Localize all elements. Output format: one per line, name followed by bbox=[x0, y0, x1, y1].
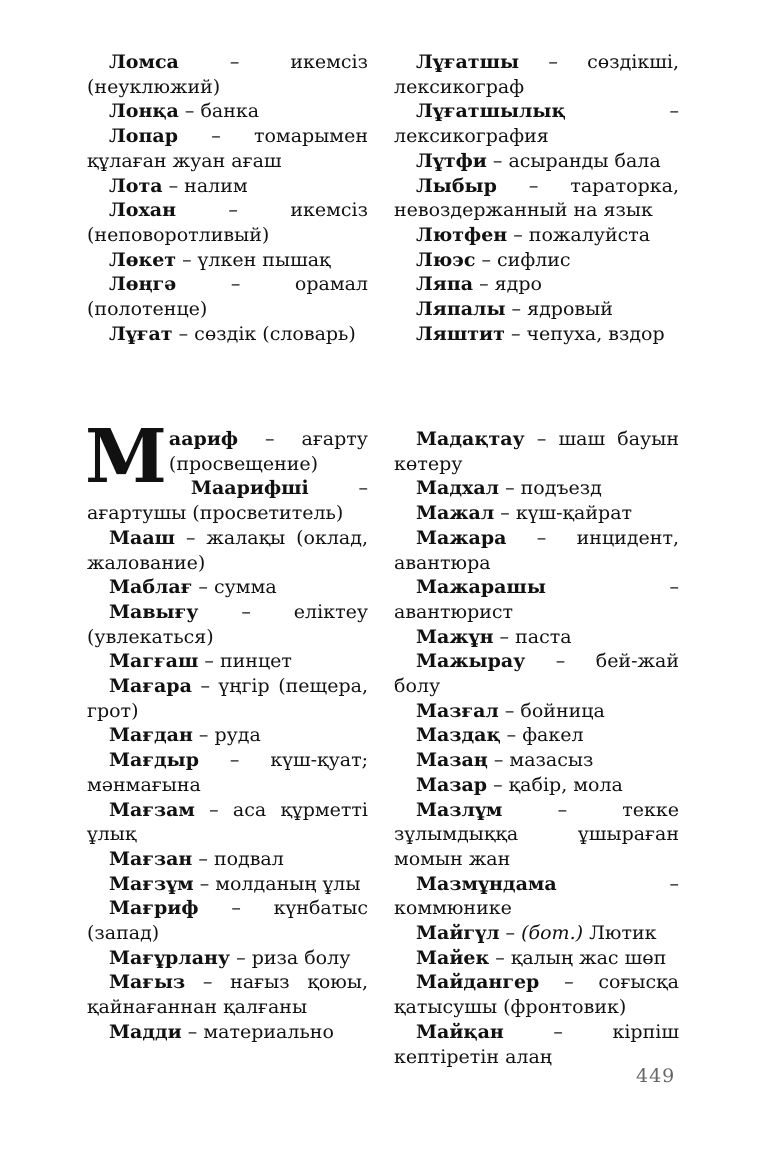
dictionary-entry: Мавығу – еліктеу (увлекаться) bbox=[87, 600, 368, 648]
dictionary-entry: Лұғат – сөздік (словарь) bbox=[109, 322, 356, 345]
headword: Майек bbox=[416, 946, 490, 969]
definition: күнбатыс (запад) bbox=[87, 897, 368, 945]
definition: молданың ұлы bbox=[215, 872, 361, 895]
usage-note: (бот.) bbox=[521, 922, 584, 945]
dictionary-entry: Лопар – томарымен құлаған жуан ағаш bbox=[87, 125, 368, 172]
dictionary-entry: Ломса – икемсіз (неуклюжий) bbox=[87, 51, 368, 98]
headword: Маарифші bbox=[190, 477, 309, 500]
definition: ағартушы (просветитель) bbox=[87, 502, 344, 525]
dictionary-entry: Майгүл – (бот.) Лютик bbox=[416, 922, 657, 945]
headword: Мадхал bbox=[416, 477, 500, 500]
section-letter: М bbox=[85, 414, 167, 500]
headword: Мажырау bbox=[416, 650, 526, 673]
definition: сумма bbox=[213, 576, 277, 599]
headword: Мажарашы bbox=[416, 576, 546, 599]
headword: Мавығу bbox=[109, 600, 199, 623]
bottom-left-column bbox=[85, 414, 368, 1045]
definition: орамал (полотенце) bbox=[87, 273, 368, 321]
definition: аса құрметті ұлық bbox=[87, 798, 368, 846]
headword: Люэс bbox=[416, 248, 476, 271]
definition: сөздікші, лексикограф bbox=[394, 51, 679, 98]
headword: Мадди bbox=[109, 1020, 182, 1043]
headword: Лұғат bbox=[109, 322, 173, 345]
headword: Лұтфи bbox=[416, 149, 487, 172]
dictionary-entry: Лұғатшылық – лексикография bbox=[394, 100, 679, 148]
definition: үңгір (пещера, грот) bbox=[87, 675, 368, 722]
headword: Мағзан bbox=[109, 847, 193, 870]
dictionary-entry: Лұтфи – асыранды бала bbox=[416, 149, 661, 172]
headword: Мажара bbox=[416, 526, 507, 549]
headword: Мағзам bbox=[109, 798, 195, 821]
dictionary-entry: Мажарашы – авантюрист bbox=[394, 576, 679, 623]
dictionary-entry: Маарифші – ағартушы (просветитель) bbox=[87, 477, 368, 525]
definition: чепуха, вздор bbox=[526, 322, 665, 345]
headword: Мағзұм bbox=[109, 872, 194, 895]
headword: Мағдыр bbox=[109, 749, 199, 772]
dictionary-entry: Маблағ – сумма bbox=[109, 576, 277, 599]
headword: аариф bbox=[168, 428, 239, 450]
dictionary-entry: Мажырау – бей-жай болу bbox=[394, 650, 679, 698]
headword: Ляпалы bbox=[416, 298, 506, 321]
definition: шаш бауын көтеру bbox=[394, 428, 679, 475]
headword: Мазғал bbox=[416, 699, 499, 722]
dictionary-entry: Мағара – үңгір (пещера, грот) bbox=[87, 675, 368, 722]
definition: күш-қуат; мәнмағына bbox=[87, 749, 368, 796]
headword: Мағұрлану bbox=[109, 946, 231, 969]
headword: Мадақтау bbox=[416, 428, 525, 450]
dictionary-entry: Майқан – кірпіш кептіретін алаң bbox=[394, 1020, 679, 1068]
definition: бей-жай болу bbox=[394, 650, 679, 698]
definition: күш-қайрат bbox=[515, 502, 633, 525]
dictionary-entry: Мазмұндама – коммюнике bbox=[394, 872, 679, 920]
definition: налим bbox=[184, 174, 248, 197]
headword: Ляпа bbox=[416, 273, 474, 296]
headword: Мааш bbox=[109, 526, 176, 549]
dictionary-entry: Майек – қалың жас шөп bbox=[416, 946, 667, 969]
headword: Маздақ bbox=[416, 724, 501, 747]
definition: ағарту (просвещение) bbox=[168, 428, 368, 475]
dictionary-entry: Люэс – сифлис bbox=[416, 248, 571, 271]
headword: Лота bbox=[109, 174, 163, 197]
dictionary-entry: Мағриф – күнбатыс (запад) bbox=[87, 897, 368, 945]
dictionary-entry: Майдангер – соғысқа қатысушы (фронтовик) bbox=[394, 971, 679, 1019]
dictionary-entry: Лұғатшы – сөздікші, лексикограф bbox=[394, 51, 679, 98]
definition: мазасыз bbox=[509, 749, 594, 772]
top-right-column bbox=[394, 50, 679, 346]
dictionary-entry: Лохан – икемсіз (неповоротливый) bbox=[87, 199, 368, 246]
definition: руда bbox=[214, 724, 261, 747]
headword: Лютфен bbox=[416, 223, 508, 246]
dictionary-entry: Мазаң – мазасыз bbox=[416, 749, 594, 772]
definition: жалақы (оклад, жалование) bbox=[87, 526, 368, 574]
headword: Лыбыр bbox=[416, 174, 497, 197]
headword: Мағыз bbox=[109, 971, 186, 994]
definition: қалың жас шөп bbox=[510, 946, 667, 969]
headword: Мазмұндама bbox=[416, 872, 557, 895]
dictionary-entry: Мағыз – нағыз қоюы, қайнағаннан қалғаны bbox=[87, 971, 368, 1019]
definition: Лютик bbox=[589, 922, 657, 945]
definition: икемсіз (неуклюжий) bbox=[87, 51, 368, 98]
headword: Мағриф bbox=[109, 897, 199, 920]
dictionary-entry: Ляштит – чепуха, вздор bbox=[416, 322, 665, 345]
top-left-column bbox=[87, 50, 368, 346]
definition: нағыз қоюы, қайнағаннан қалғаны bbox=[87, 971, 368, 1019]
definition: коммюнике bbox=[394, 897, 512, 920]
headword: Лұғатшы bbox=[416, 51, 520, 73]
dictionary-entry: Мағұрлану – риза болу bbox=[109, 946, 351, 969]
dictionary-entry: Лютфен – пожалуйста bbox=[416, 223, 651, 246]
dictionary-entry: Мааш – жалақы (оклад, жалование) bbox=[87, 526, 368, 574]
definition: инцидент, авантюра bbox=[394, 526, 679, 574]
headword: Ломса bbox=[109, 51, 179, 73]
definition: бойница bbox=[520, 699, 605, 722]
dictionary-entry: Мажара – инцидент, авантюра bbox=[394, 526, 679, 574]
headword: Лопар bbox=[109, 125, 178, 148]
bottom-right-column bbox=[394, 427, 679, 1069]
definition: текке зұлымдыққа ұшыраған момын жан bbox=[394, 798, 679, 870]
headword: Мажұн bbox=[416, 625, 494, 648]
dictionary-entry: Мадақтау – шаш бауын көтеру bbox=[394, 428, 679, 475]
dictionary-entry: Маздақ – факел bbox=[416, 724, 584, 747]
dictionary-entry: Лөңгә – орамал (полотенце) bbox=[87, 273, 368, 321]
dictionary-entry: Мағдыр – күш-қуат; мәнмағына bbox=[87, 749, 368, 796]
definition: сөздік (словарь) bbox=[194, 322, 356, 345]
headword: Мазар bbox=[416, 773, 488, 796]
definition: риза болу bbox=[251, 946, 351, 969]
headword: Лұғатшылық bbox=[416, 100, 566, 123]
headword: Ляштит bbox=[416, 322, 505, 345]
headword: Лөңгә bbox=[109, 273, 177, 296]
headword: Магғаш bbox=[109, 650, 199, 673]
headword: Лонқа bbox=[109, 100, 179, 123]
dictionary-entry: Лота – налим bbox=[109, 174, 248, 197]
headword: Мазаң bbox=[416, 749, 488, 772]
headword: Мағдан bbox=[109, 724, 193, 747]
definition: материально bbox=[203, 1020, 334, 1043]
definition: қабір, мола bbox=[508, 773, 623, 796]
dictionary-entry: Мағзан – подвал bbox=[109, 847, 284, 870]
definition: банка bbox=[200, 100, 260, 123]
definition: лексикография bbox=[394, 125, 549, 148]
definition: пинцет bbox=[219, 650, 292, 673]
headword: Лөкет bbox=[109, 248, 177, 271]
dictionary-entry: Магғаш – пинцет bbox=[109, 650, 292, 673]
definition: асыранды бала bbox=[508, 149, 661, 172]
dictionary-entry: Мазлұм – текке зұлымдыққа ұшыраған момын жан bbox=[394, 798, 679, 870]
definition: үлкен пышақ bbox=[197, 248, 331, 271]
dictionary-entry: Мазғал – бойница bbox=[416, 699, 605, 722]
definition: ядровый bbox=[527, 298, 613, 321]
definition: кірпіш кептіретін алаң bbox=[394, 1020, 679, 1068]
definition: сифлис bbox=[497, 248, 571, 271]
definition: пожалуйста bbox=[528, 223, 651, 246]
definition: паста bbox=[515, 625, 572, 648]
headword: Мажал bbox=[416, 502, 495, 525]
headword: Лохан bbox=[109, 199, 177, 222]
headword: Майқан bbox=[416, 1020, 504, 1043]
dictionary-entry: Лонқа – банка bbox=[109, 100, 260, 123]
dictionary-entry: Мажұн – паста bbox=[416, 625, 572, 648]
headword: Мағара bbox=[109, 675, 192, 698]
dictionary-entry: Мажал – күш-қайрат bbox=[416, 502, 633, 525]
dictionary-entry: Лөкет – үлкен пышақ bbox=[109, 248, 331, 271]
dictionary-entry: Мағзұм – молданың ұлы bbox=[109, 872, 361, 895]
dictionary-entry: Мағдан – руда bbox=[109, 724, 261, 747]
first-entry: Маариф – ағарту (просвещение) bbox=[85, 414, 368, 500]
headword: Майдангер bbox=[416, 971, 540, 994]
dictionary-entry: Ляпалы – ядровый bbox=[416, 298, 613, 321]
definition: авантюрист bbox=[394, 600, 514, 623]
definition: томарымен құлаған жуан ағаш bbox=[87, 125, 368, 172]
dictionary-entry: Ляпа – ядро bbox=[416, 273, 542, 296]
dictionary-entry: Мадди – материально bbox=[109, 1020, 334, 1043]
definition: подвал bbox=[213, 847, 284, 870]
definition: ядро bbox=[494, 273, 542, 296]
dictionary-entry: Лыбыр – тараторка, невоздержанный на язык bbox=[394, 174, 679, 222]
definition: соғысқа қатысушы (фронтовик) bbox=[394, 971, 679, 1019]
headword: Майгүл bbox=[416, 922, 500, 945]
definition: икемсіз (неповоротливый) bbox=[87, 199, 368, 246]
headword: Мазлұм bbox=[416, 798, 503, 821]
definition: тараторка, невоздержанный на язык bbox=[394, 174, 679, 222]
definition: факел bbox=[522, 724, 584, 747]
page-number: 449 bbox=[636, 1065, 676, 1087]
headword: Маблағ bbox=[109, 576, 193, 599]
dictionary-entry: Мазар – қабір, мола bbox=[416, 773, 623, 796]
dictionary-entry: Мағзам – аса құрметті ұлық bbox=[87, 798, 368, 846]
definition: еліктеу (увлекаться) bbox=[87, 600, 368, 648]
dictionary-entry: Мадхал – подъезд bbox=[416, 477, 602, 500]
definition: подъезд bbox=[520, 477, 602, 500]
